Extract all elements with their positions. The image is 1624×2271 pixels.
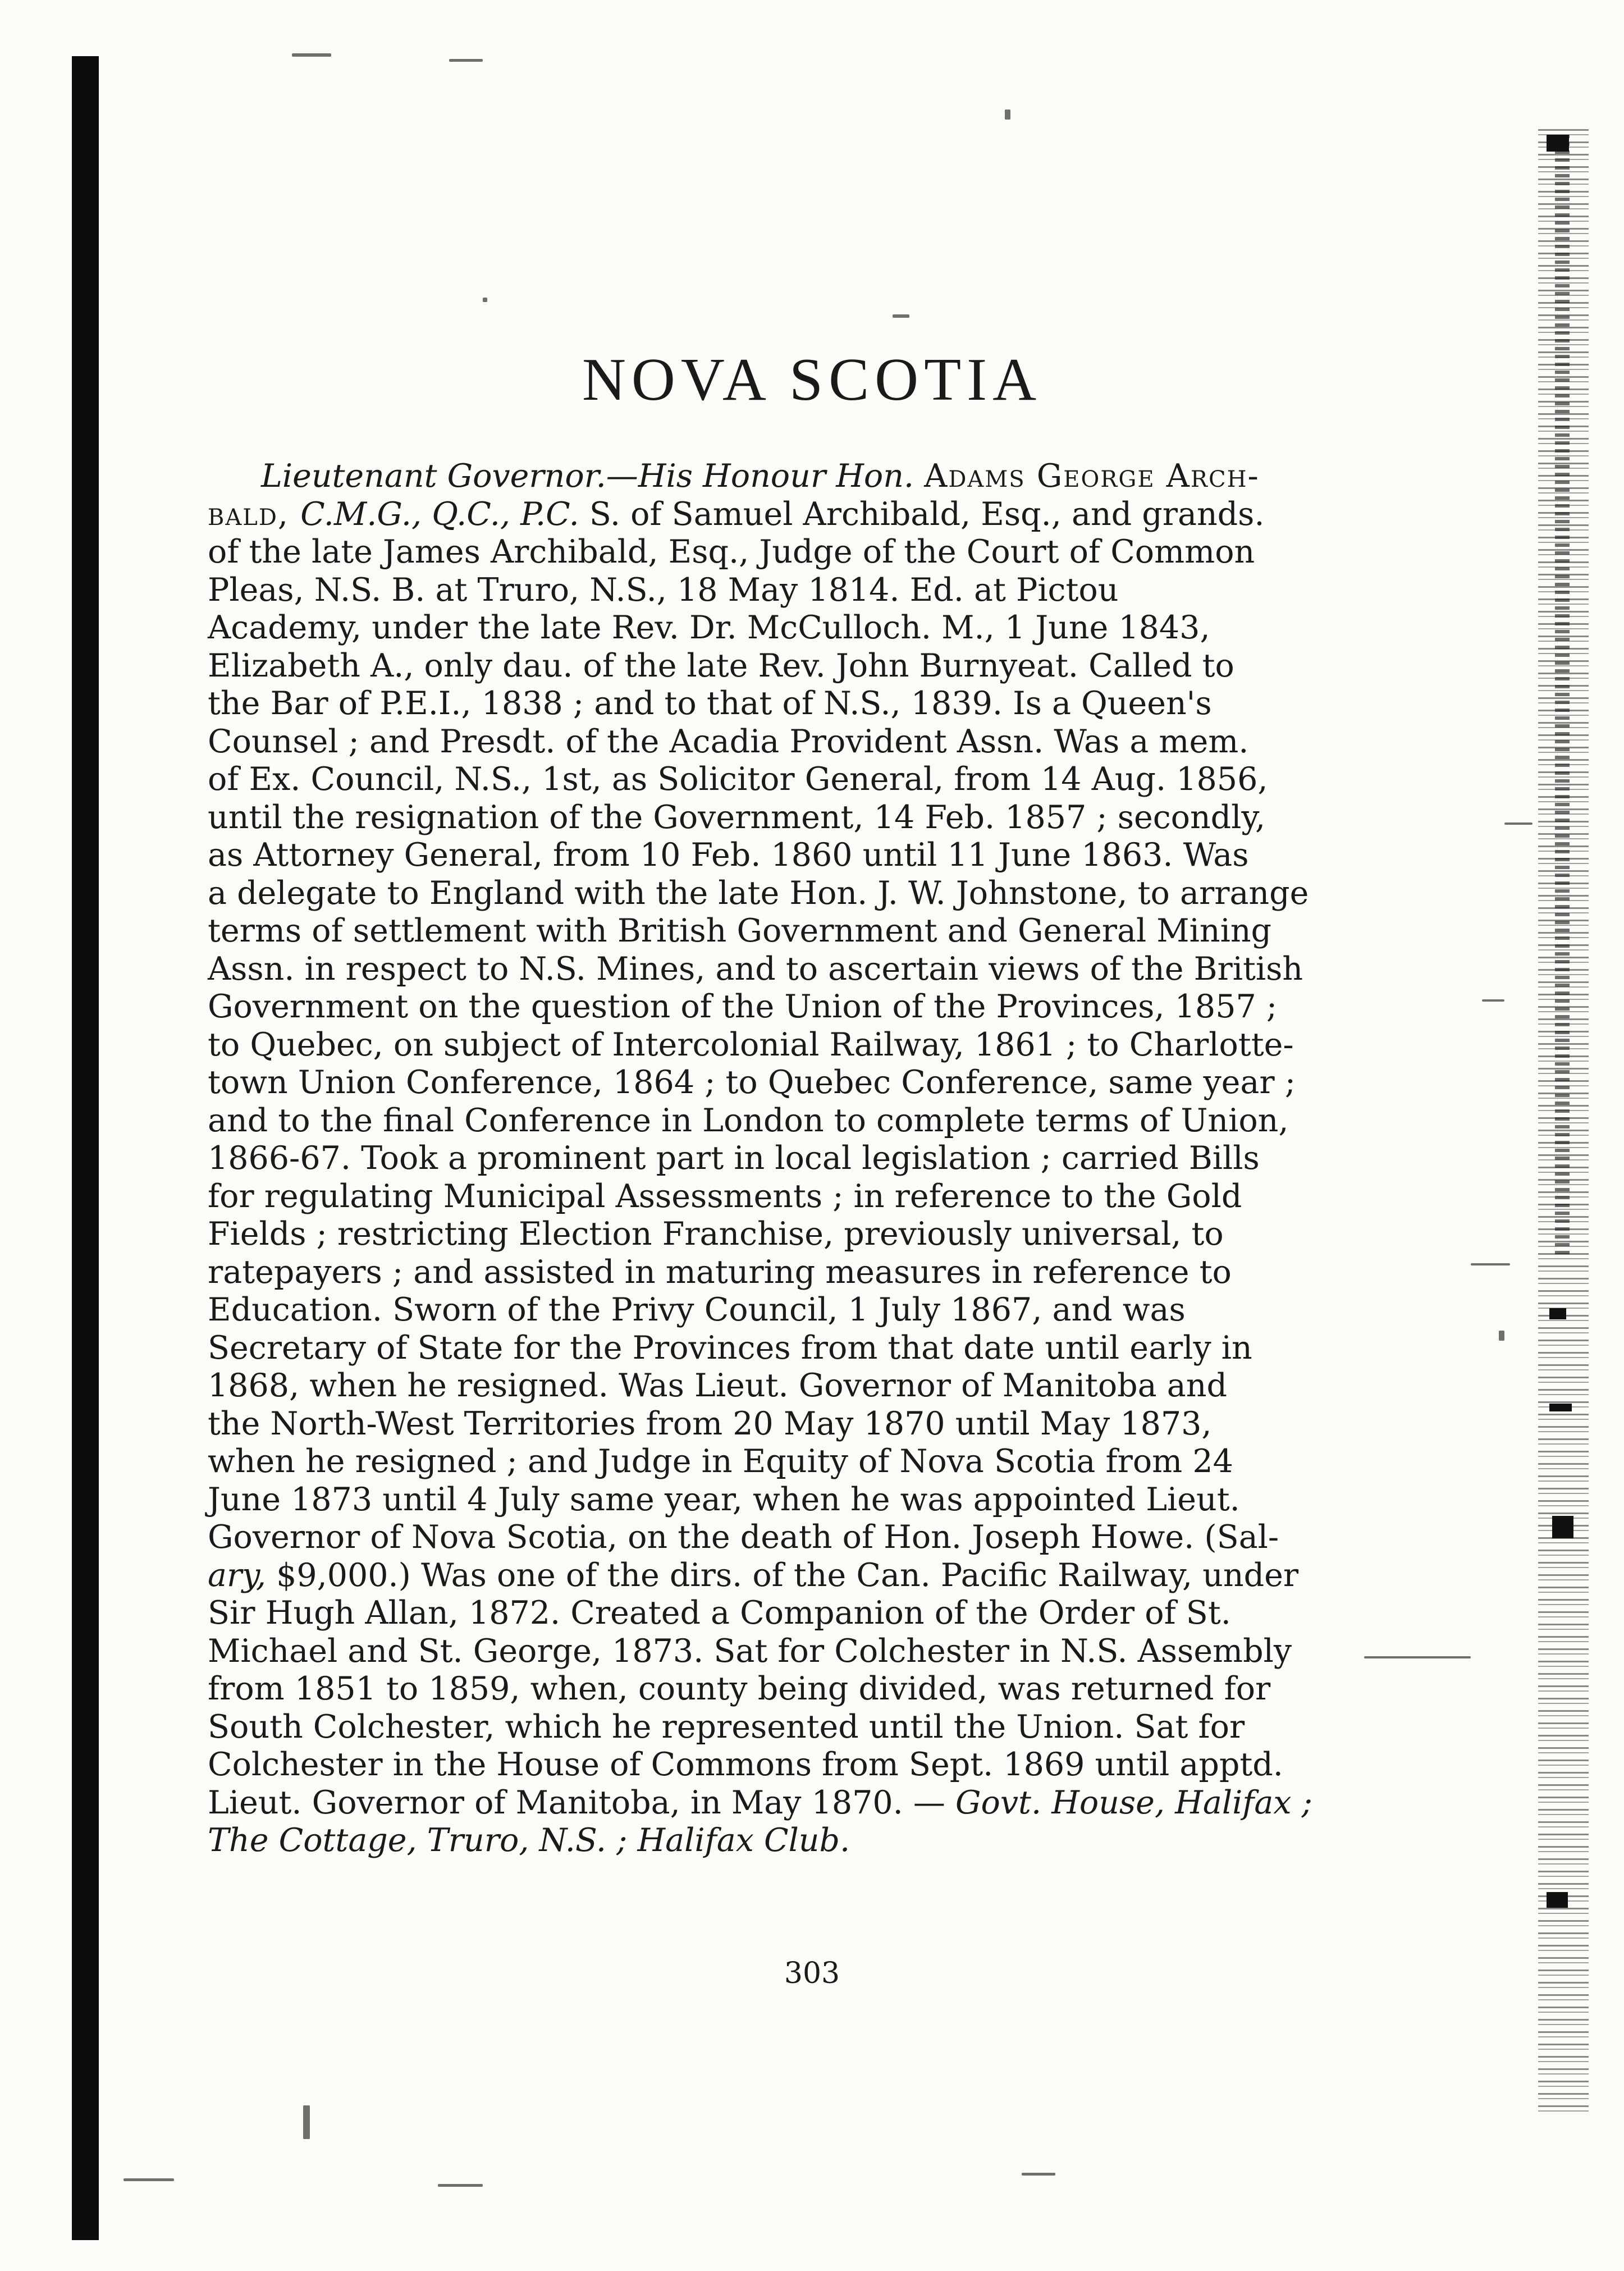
entry-line-italic: ary, [208,1556,277,1594]
entry-line-text: when he resigned ; and Judge in Equity of Nova Scotia from 24 [208,1443,1233,1480]
entry-line-text: Fields ; restricting Election Franchise, previously universal, to [208,1216,1224,1253]
entry-line-text: Pleas, N.S. B. at Truro, N.S., 18 May 1814. Ed. at Pictou [208,571,1119,609]
entry-line-text: and to the final Conference in London to complete terms of Union, [208,1102,1289,1139]
entry-line [208,1670,1339,1708]
entry-line [208,458,1339,496]
entry-line-text: from 1851 to 1859, when, county being divided, was returned for [208,1670,1271,1707]
entry-line [208,1633,1339,1671]
scan-speck [303,2105,310,2139]
edge-mark [1549,1404,1572,1411]
entry-line-text: June 1873 until 4 July same year, when he was appointed Lieut. [208,1481,1240,1518]
entry-line [208,1178,1339,1216]
entry-line-smallcaps: bald, [208,495,301,533]
edge-mark [1552,1516,1573,1538]
entry-line [208,1405,1339,1443]
page-edge-noise-dark [1555,135,1570,1258]
scan-speck [483,298,487,302]
entry-line-text: Government on the question of the Union of the Provinces, 1857 ; [208,988,1278,1025]
entry-line [208,1481,1339,1519]
edge-mark [1549,1308,1566,1319]
entry-line-text: Education. Sworn of the Privy Council, 1 July 1867, and was [208,1291,1186,1328]
entry-line-text: Secretary of State for the Provinces from that date until early in [208,1329,1252,1367]
entry-line [208,1519,1339,1557]
entry-line-italic: C.M.G., Q.C., P.C. [300,495,589,533]
entry-line-text: for regulating Municipal Assessments ; in reference to the Gold [208,1177,1242,1215]
entry-line [208,761,1339,799]
entry-line-text: ratepayers ; and assisted in maturing measures in reference to [208,1253,1232,1291]
entry-line [208,951,1339,989]
entry-line-text: town Union Conference, 1864 ; to Quebec Conference, same year ; [208,1064,1296,1101]
entry-line [208,533,1339,572]
entry-line [208,685,1339,723]
scan-speck [123,2178,174,2181]
entry-line-text: to Quebec, on subject of Intercolonial Railway, 1861 ; to Charlotte- [208,1026,1294,1063]
entry-line-italic: Lieutenant Governor.—His Honour Hon. [261,458,925,495]
entry-line-text: until the resignation of the Government, 14 Feb. 1857 ; secondly, [208,798,1266,836]
entry-line [208,609,1339,647]
entry-line [208,1329,1339,1368]
scan-speck [893,314,909,318]
entry-line-text: terms of settlement with British Government and General Mining [208,912,1272,949]
entry-line-italic: The Cottage, Truro, N.S. ; Halifax Club. [208,1822,850,1859]
entry-line-italic: Govt. House, Halifax ; [955,1784,1312,1821]
scan-speck [438,2184,483,2187]
entry-line [208,1367,1339,1405]
entry-line [208,837,1339,875]
page-title: NOVA SCOTIA [582,346,1042,413]
entry-line [208,1784,1339,1822]
entry-line [208,1254,1339,1292]
entry-line [208,647,1339,686]
entry-line [208,1708,1339,1747]
entry-line [208,496,1339,534]
biography-entry [208,458,1339,1860]
entry-line-text: a delegate to England with the late Hon. J. W. Johnstone, to arrange [208,874,1309,912]
entry-line [208,912,1339,951]
entry-line [208,1102,1339,1140]
entry-line-text: Assn. in respect to N.S. Mines, and to ascertain views of the British [208,950,1303,988]
entry-line-text: Colchester in the House of Commons from Sept. 1869 until apptd. [208,1746,1283,1783]
entry-line-text: S. of Samuel Archibald, Esq., and grands. [589,495,1265,533]
entry-line [208,1557,1339,1595]
entry-line-text: the North-West Territories from 20 May 1870 until May 1873, [208,1405,1212,1442]
entry-line [208,875,1339,913]
entry-line-text: Elizabeth A., only dau. of the late Rev. John Burnyeat. Called to [208,647,1234,684]
scan-speck [1482,999,1504,1002]
entry-line [208,1746,1339,1784]
entry-line-text: as Attorney General, from 10 Feb. 1860 until 11 June 1863. Was [208,837,1249,874]
entry-line-text: Sir Hugh Allan, 1872. Created a Companion of the Order of St. [208,1594,1231,1632]
entry-line-text: 1868, when he resigned. Was Lieut. Governor of Manitoba and [208,1367,1227,1404]
scan-speck [1499,1331,1504,1341]
entry-line-text: Michael and St. George, 1873. Sat for Colchester in N.S. Assembly [208,1632,1292,1670]
edge-mark [1547,1892,1568,1908]
entry-line-text: Governor of Nova Scotia, on the death of Hon. Joseph Howe. (Sal- [208,1519,1279,1556]
entry-line [208,572,1339,610]
entry-line-text: Counsel ; and Presdt. of the Acadia Provident Assn. Was a mem. [208,723,1249,760]
entry-line-text: of Ex. Council, N.S., 1st, as Solicitor General, from 14 Aug. 1856, [208,761,1268,798]
entry-line-text: 1866-67. Took a prominent part in local legislation ; carried Bills [208,1140,1260,1177]
entry-line-text: South Colchester, which he represented until the Union. Sat for [208,1708,1245,1745]
scan-speck [1022,2173,1055,2176]
scan-speck [1364,1656,1471,1658]
entry-line-text: the Bar of P.E.I., 1838 ; and to that of N.S., 1839. Is a Queen's [208,685,1212,722]
entry-line [208,1064,1339,1102]
entry-line [208,799,1339,837]
entry-line [208,1216,1339,1254]
entry-line [208,1822,1339,1860]
scan-speck [449,59,483,62]
entry-line [208,1291,1339,1329]
entry-line [208,723,1339,761]
scan-speck [1471,1263,1510,1265]
entry-line-text: Academy, under the late Rev. Dr. McCulloch. M., 1 June 1843, [208,609,1210,646]
entry-line-text: Lieut. Governor of Manitoba, in May 1870. — [208,1784,955,1821]
scan-speck [1005,109,1010,120]
page-number: 303 [784,1957,840,1990]
entry-line [208,1594,1339,1633]
edge-mark [1547,135,1569,152]
entry-line [208,988,1339,1026]
entry-line [208,1026,1339,1064]
scan-speck [292,53,331,57]
scan-speck [1504,823,1532,825]
entry-line-text: $9,000.) Was one of the dirs. of the Can. Pacific Railway, under [276,1556,1299,1594]
entry-line [208,1443,1339,1481]
entry-line-text: of the late James Archibald, Esq., Judge of the Court of Common [208,533,1255,570]
entry-line [208,1140,1339,1178]
entry-line-smallcaps: Adams George Arch- [924,458,1260,495]
